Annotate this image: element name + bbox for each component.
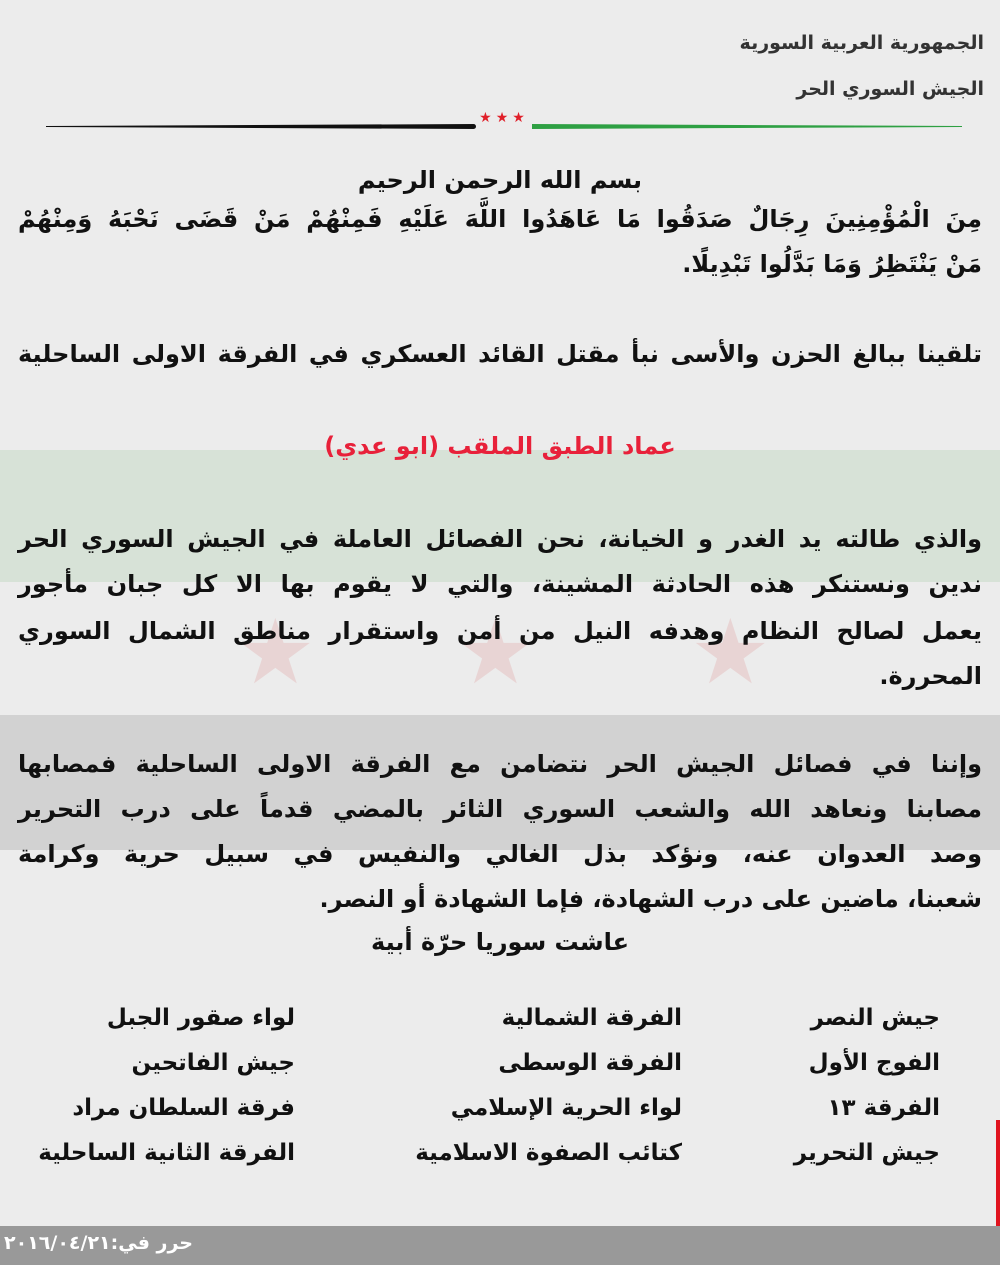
star-watermark-icon: ★ xyxy=(455,600,536,705)
announcement: تلقينا ببالغ الحزن والأسى نبأ مقتل القائد العسكري في الفرقة الاولى الساحلية xyxy=(18,340,982,368)
paragraph-line: ندين ونستنكر هذه الحادثة المشينة، والتي لا يقوم بها الا كل جبان مأجور xyxy=(18,570,982,598)
footer xyxy=(0,1226,1000,1265)
star-watermark-icon: ★ xyxy=(690,600,771,705)
header-republic: الجمهورية العربية السورية xyxy=(739,32,984,54)
paragraph-line: شعبنا، ماضين على درب الشهادة، فإما الشهادة أو النصر. xyxy=(319,885,982,913)
signatories-middle xyxy=(415,1005,682,1185)
flag-divider xyxy=(46,110,962,130)
signatory: الفرقة الثانية الساحلية xyxy=(38,1140,295,1166)
paragraph-line: مصابنا ونعاهد الله والشعب السوري الثائر بالمضي قدماً على درب التحرير xyxy=(18,795,982,823)
signatory: جيش التحرير xyxy=(793,1140,940,1166)
signatory: جيش الفاتحين xyxy=(131,1050,295,1076)
slogan: عاشت سوريا حرّة أبية xyxy=(371,928,629,956)
signatory: لواء الحرية الإسلامي xyxy=(450,1095,682,1121)
signatory: لواء صقور الجبل xyxy=(106,1005,295,1031)
verse-line: مِنَ الْمُؤْمِنِينَ رِجَالٌ صَدَقُوا مَا عَاهَدُوا اللَّهَ عَلَيْهِ فَمِنْهُمْ مَنْ قَضَى نَحْبَهُ وَمِنْهُمْ xyxy=(18,205,982,233)
signatory: الفرقة ١٣ xyxy=(827,1095,940,1121)
issue-date: حرر في:٢٠١٦/٠٤/٢١ xyxy=(4,1232,193,1254)
signatory: جيش النصر xyxy=(810,1005,940,1031)
star-watermark-icon: ★ xyxy=(235,600,316,705)
basmala: بسم الله الرحمن الرحيم xyxy=(357,166,643,194)
signatory: فرقة السلطان مراد xyxy=(72,1095,295,1121)
paragraph-line: وإننا في فصائل الجيش الحر نتضامن مع الفرقة الاولى الساحلية فمصابها xyxy=(18,750,982,778)
paragraph-line: وصد العدوان عنه، ونؤكد بذل الغالي والنفيس في سبيل حرية وكرامة xyxy=(18,840,982,868)
signatory: كتائب الصفوة الاسلامية xyxy=(415,1140,682,1166)
signatories-right xyxy=(794,1005,940,1185)
signatory: الفرقة الشمالية xyxy=(501,1005,682,1031)
signatory: الفرقة الوسطى xyxy=(498,1050,682,1076)
deceased-name: عماد الطبق الملقب (ابو عدي) xyxy=(324,432,676,460)
paragraph-line: والذي طالته يد الغدر و الخيانة، نحن الفصائل العاملة في الجيش السوري الحر xyxy=(18,525,982,553)
flag-watermark-gray xyxy=(0,715,1000,850)
paragraph-line: يعمل لصالح النظام وهدفه النيل من أمن واستقرار مناطق الشمال السوري xyxy=(18,617,982,645)
flag-watermark-green xyxy=(0,450,1000,582)
signatories-left xyxy=(38,1005,295,1185)
stars-icon: ★★★ xyxy=(479,110,529,126)
paragraph-line: المحررة. xyxy=(879,662,982,690)
signatory: الفوج الأول xyxy=(808,1050,940,1076)
verse-line: مَنْ يَنْتَظِرُ وَمَا بَدَّلُوا تَبْدِيلًا. xyxy=(682,250,982,278)
header-army: الجيش السوري الحر xyxy=(796,78,984,100)
